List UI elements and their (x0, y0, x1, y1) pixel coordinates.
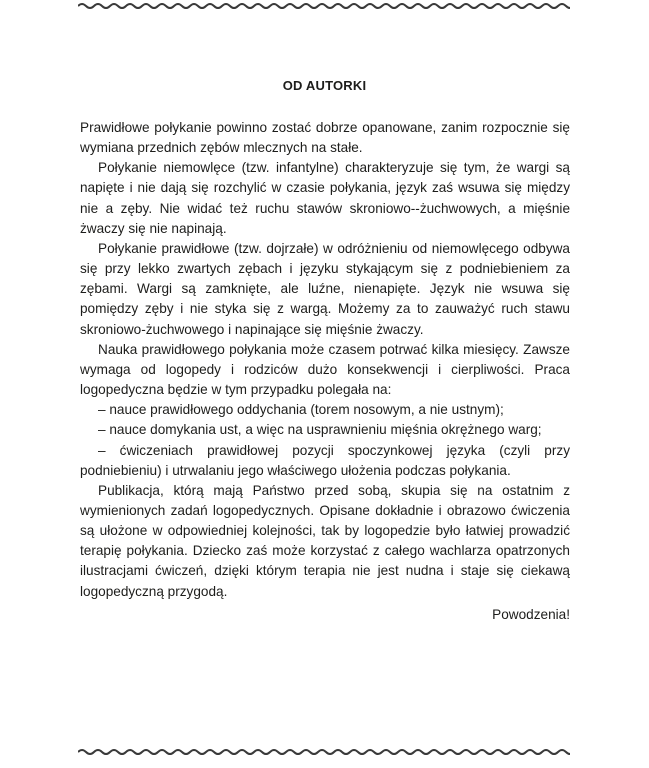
list-item-lip-closure: – nauce domykania ust, a więc na usprawnieniu mięśnia okrężnego warg; (98, 422, 542, 438)
paragraph-intro: Prawidłowe połykanie powinno zostać dobrze opanowane, zanim rozpocznie się wymiana przednich zębów mlecznych na stałe. (80, 120, 570, 156)
paragraph-therapy-intro: Nauka prawidłowego połykania może czasem potrwać kilka miesięcy. Zawsze wymaga od logopedy i rodziców dużo konsekwencji i cierpliwości. Praca logopedyczna będzie w tym przypadku polegała na: (80, 341, 570, 398)
article-body (80, 118, 570, 625)
top-wave-decoration (78, 0, 570, 16)
paragraph-publication: Publikacja, którą mają Państwo przed sobą, skupia się na ostatnim z wymienionych zadań logopedycznych. Opisane dokładnie i obrazowo ćwiczenia są ułożone w odpowiedniej kolejności, tak by logopedzie było łatwiej prowadzić terapię połykania. Dziecko zaś może korzystać z całego wachlarza opatrzonych ilustracjami ćwiczeń, dzięki którym terapia nie jest nudna i staje się ciekawą logopedyczną przygodą. (80, 482, 570, 599)
page-title: OD AUTORKI (282, 78, 367, 93)
signoff: Powodzenia! (492, 606, 570, 622)
bottom-wave-decoration (78, 744, 570, 760)
list-item-tongue-position: – ćwiczeniach prawidłowej pozycji spoczynkowej języka (czyli przy podniebieniu) i utrwalaniu jego właściwego ułożenia podczas połykania. (80, 442, 570, 478)
paragraph-mature-swallowing: Połykanie prawidłowe (tzw. dojrzałe) w odróżnieniu od niemowlęcego odbywa się przy lekko zwartych zębach i języku stykającym się z podniebieniem za zębami. Wargi są zamknięte, ale luźne, nienapięte. Język nie wsuwa się pomiędzy zęby i nie styka się z wargą. Możemy za to zauważyć ruch stawu skroniowo-żuchwowego i napinające się mięśnie żwaczy. (80, 240, 570, 337)
paragraph-infantile-swallowing: Połykanie niemowlęce (tzw. infantylne) charakteryzuje się tym, że wargi są napięte i nie dają się rozchylić w czasie połykania, język zaś wsuwa się między nie a zęby. Nie widać też ruchu stawów skroniowo--żuchwowych, a mięśnie żwaczy się nie napinają. (80, 160, 570, 236)
list-item-breathing: – nauce prawidłowego oddychania (torem nosowym, a nie ustnym); (98, 402, 504, 418)
